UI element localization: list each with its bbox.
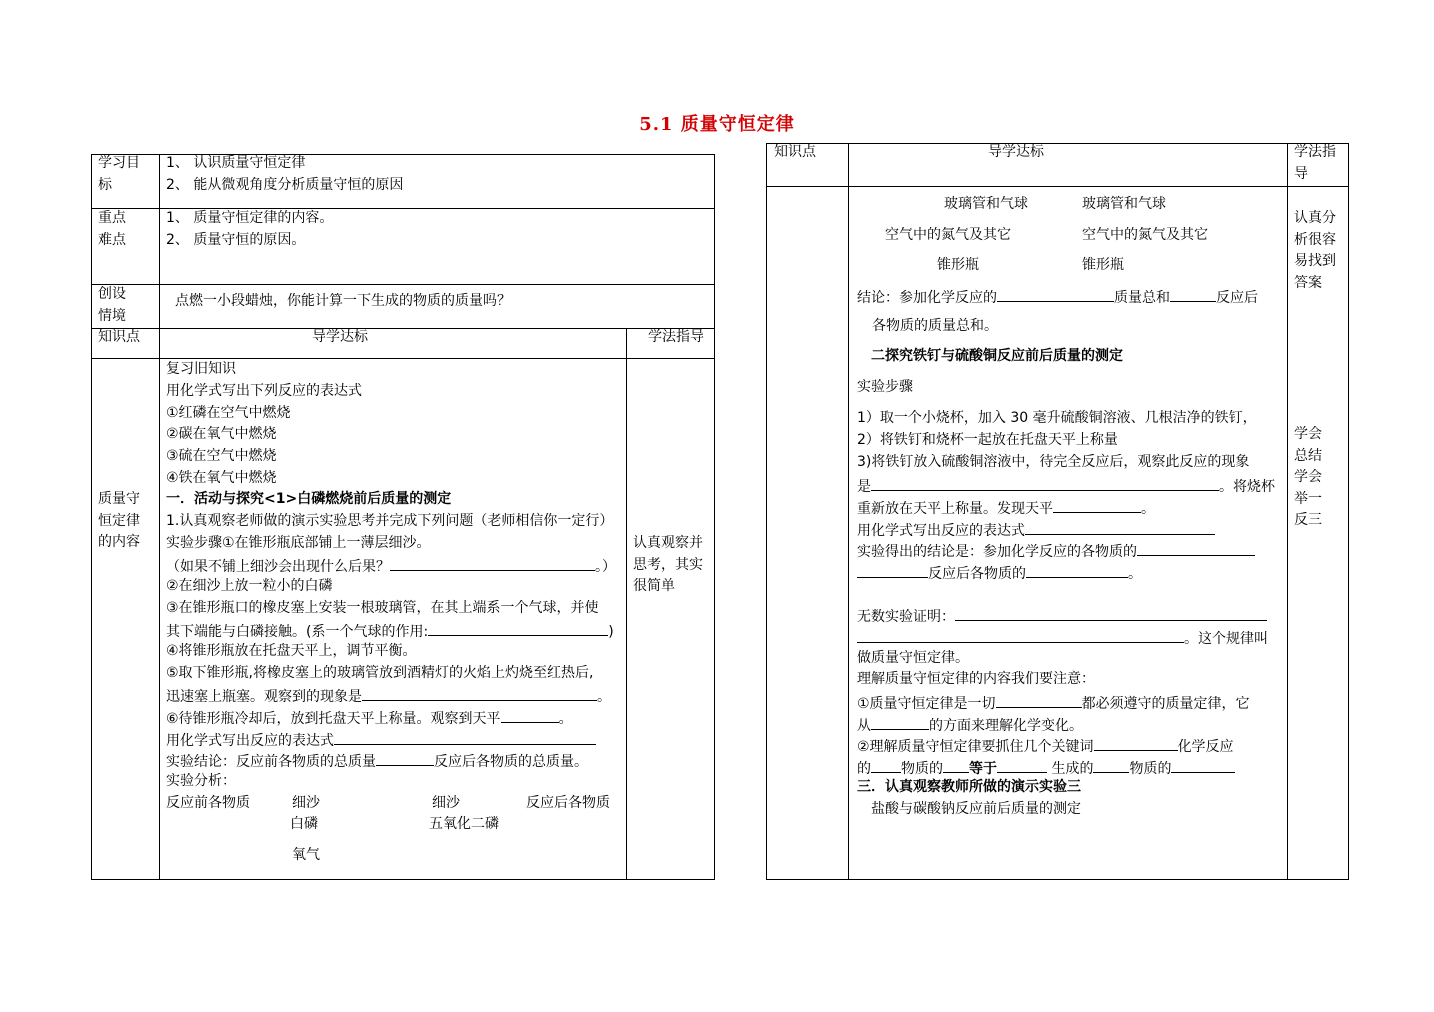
blank — [390, 554, 595, 571]
header-method-right: 学法指 导 — [1294, 144, 1336, 182]
blank — [997, 285, 1114, 302]
blank — [1025, 518, 1215, 535]
blank — [1170, 285, 1216, 302]
goal-item: 1、 认识质量守恒定律 — [166, 155, 306, 171]
section-heading: 一．活动与探究<1>白磷燃烧前后质量的测定 — [166, 491, 452, 507]
key-item: 2、 质量守恒的原因。 — [166, 231, 306, 248]
method-tips-2: 学会 总结 学会 举一 反三 — [1294, 426, 1322, 528]
blank — [1171, 756, 1235, 773]
goals-label: 学习目 标 — [98, 155, 140, 193]
goal-item: 2、 能从微观角度分析质量守恒的原因 — [166, 176, 404, 193]
blank — [362, 684, 597, 701]
blank — [1093, 756, 1129, 773]
key-list — [166, 208, 333, 251]
key-item: 1、 质量守恒定律的内容。 — [166, 210, 334, 226]
knowledge-label: 质量守 恒定律 的内容 — [98, 491, 140, 550]
header-knowledge-right: 知识点 — [774, 144, 816, 160]
header-guide: 导学达标 — [312, 329, 368, 345]
header-guide-right: 导学达标 — [988, 144, 1044, 160]
header-knowledge: 知识点 — [98, 329, 140, 345]
method-text: 认真观察并 思考，其实 很简单 — [633, 535, 703, 594]
blank — [871, 713, 929, 730]
blank — [1026, 561, 1128, 578]
blank — [428, 619, 608, 636]
goals-list — [166, 153, 403, 196]
blank — [871, 474, 1219, 491]
blank — [996, 691, 1082, 708]
scene-text: 点燃一小段蜡烛，你能计算一下生成的物质的质量吗？ — [175, 293, 511, 309]
header-method: 学法指导 — [648, 329, 704, 345]
section-heading: 二探究铁钉与硫酸铜反应前后质量的测定 — [871, 348, 1123, 364]
page-title: 5.1 质量守恒定律 — [639, 114, 795, 135]
scene-label: 创设 情境 — [98, 286, 126, 324]
blank — [871, 756, 901, 773]
section-heading: 三．认真观察教师所做的演示实验三 — [857, 779, 1081, 795]
key-label: 重点 难点 — [98, 210, 126, 248]
blank — [955, 604, 1267, 621]
blank — [857, 626, 1184, 643]
blank — [857, 561, 928, 578]
blank — [334, 728, 596, 745]
method-tips-1: 认真分 析很容 易找到 答案 — [1294, 210, 1336, 291]
blank — [376, 749, 434, 766]
blank — [997, 756, 1047, 773]
blank — [943, 756, 969, 773]
blank — [501, 706, 559, 723]
blank — [1137, 539, 1255, 556]
blank — [1053, 496, 1141, 513]
blank — [1094, 734, 1178, 751]
